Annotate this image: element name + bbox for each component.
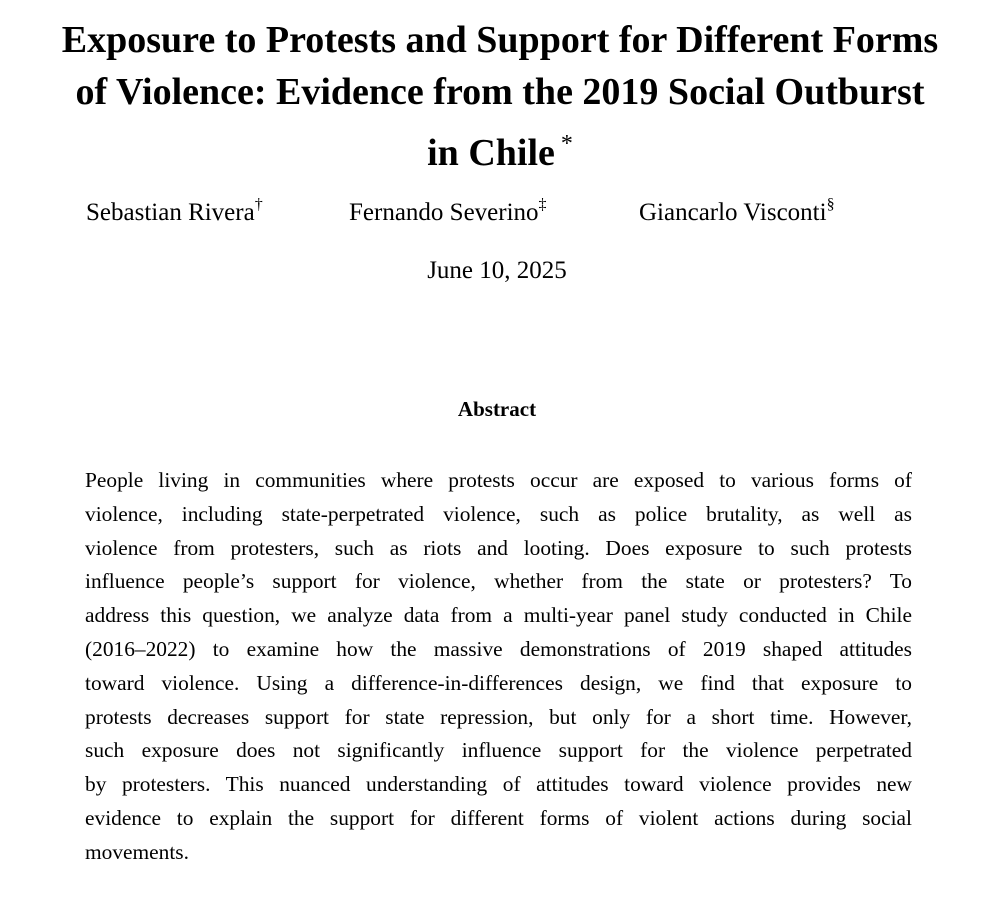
author-3-footnote-mark: §	[826, 196, 835, 213]
abstract-line: protests decreases support for state repression, but only for a short time. However,	[85, 704, 912, 729]
title-line-3-text: in Chile	[427, 132, 555, 174]
title-line-2: of Violence: Evidence from the 2019 Social Outburst	[75, 71, 925, 113]
abstract-line: violence, including state-perpetrated violence, such as police brutality, as well as	[85, 501, 912, 526]
author-1	[86, 198, 263, 228]
abstract-line: (2016–2022) to examine how the massive demonstrations of 2019 shaped attitudes	[85, 636, 912, 661]
author-2-name: Fernando Severino	[349, 199, 539, 226]
abstract-line: such exposure does not significantly influence support for the violence perpetrated	[85, 738, 912, 763]
abstract-line: by protesters. This nuanced understanding of attitudes toward violence provides new	[85, 772, 912, 797]
abstract-body	[85, 464, 912, 870]
abstract-line: violence from protesters, such as riots and looting. Does exposure to such protests	[85, 535, 912, 560]
author-2-footnote-mark: ‡	[538, 196, 547, 213]
author-3-name: Giancarlo Visconti	[639, 199, 827, 226]
abstract-line: address this question, we analyze data from a multi-year panel study conducted in Chile	[85, 603, 912, 628]
abstract-heading: Abstract	[457, 397, 537, 421]
abstract-line: influence people’s support for violence, whether from the state or protesters? To	[85, 569, 912, 594]
author-2	[349, 198, 547, 228]
abstract-line: People living in communities where protests occur are exposed to various forms of	[85, 468, 912, 492]
publication-date: June 10, 2025	[427, 257, 567, 284]
title-line-1: Exposure to Protests and Support for Different Forms	[61, 19, 939, 61]
author-1-name: Sebastian Rivera	[86, 199, 255, 226]
abstract-line: evidence to explain the support for different forms of violent actions during social	[85, 805, 912, 830]
paper-title	[0, 14, 1000, 179]
author-1-footnote-mark: †	[254, 196, 263, 213]
author-3	[639, 198, 835, 228]
abstract-line: toward violence. Using a difference-in-differences design, we find that exposure to	[85, 670, 912, 695]
abstract-line: movements.	[85, 839, 189, 864]
title-footnote-mark: *	[560, 131, 573, 157]
title-line-3	[0, 118, 1000, 179]
